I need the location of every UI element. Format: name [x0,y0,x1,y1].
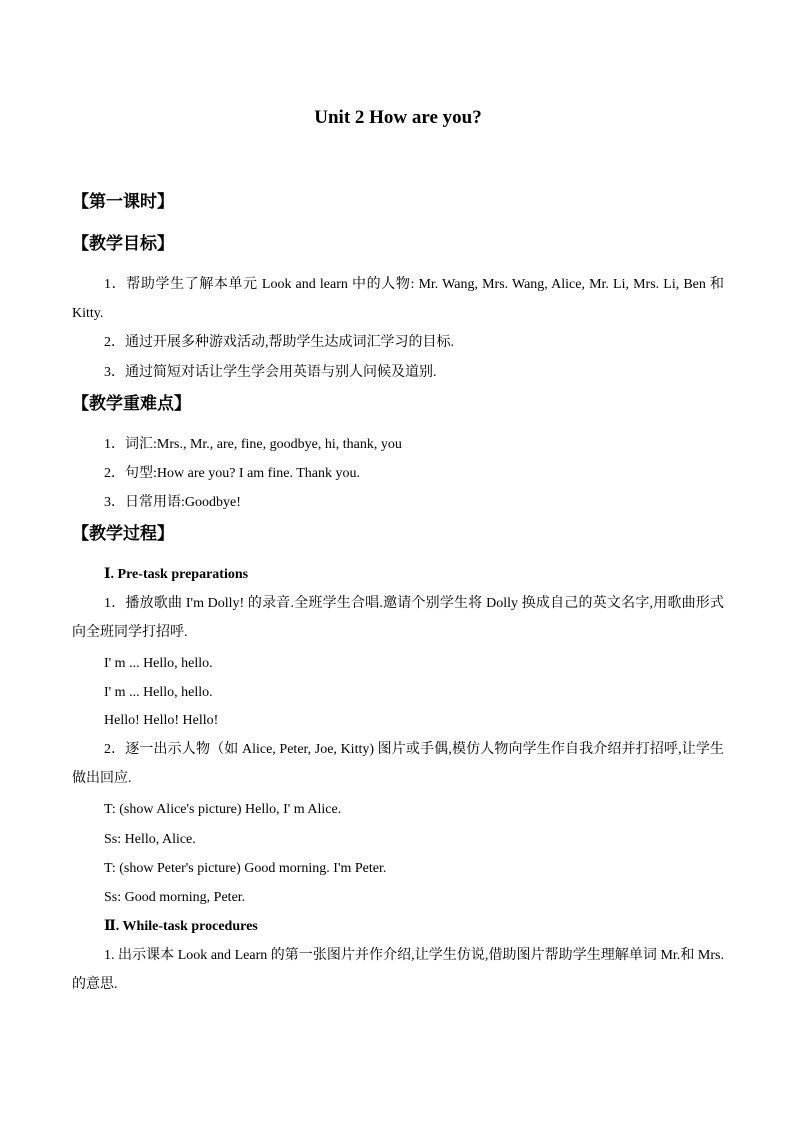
document-title: Unit 2 How are you? [314,107,482,128]
dialogue-line-1: T: (show Alice's picture) Hello, I' m Alice. [104,802,342,817]
part2-title: Ⅱ. While-task procedures [104,919,258,934]
dialogue-line-3: T: (show Peter's picture) Good morning. I'm Peter. [104,861,387,876]
song-line-2: I' m ... Hello, hello. [104,685,213,700]
song-line-3: Hello! Hello! Hello! [104,713,219,728]
dialogue-line-4: Ss: Good morning, Peter. [104,890,246,905]
process-step-2: 2．逐一出示人物（如 Alice, Peter, Joe, Kitty) 图片或手偶,模仿人物向学生作自我介绍并打招呼,让学生做出回应. [72,742,724,786]
process-step-3: 1. 出示课本 Look and Learn 的第一张图片并作介绍,让学生仿说,借助图片帮助学生理解单词 Mr.和 Mrs.的意思. [72,948,724,992]
keypoint-3: 3．日常用语:Goodbye! [104,495,241,510]
objective-2: 2．通过开展多种游戏活动,帮助学生达成词汇学习的目标. [104,335,454,350]
song-line-1: I' m ... Hello, hello. [104,656,213,671]
heading-keypoints: 【教学重难点】 [72,394,191,414]
objective-1: 1．帮助学生了解本单元 Look and learn 中的人物: Mr. Wang, Mrs. Wang, Alice, Mr. Li, Mrs. Li, Ben 和 Kitty. [72,277,724,321]
dialogue-line-2: Ss: Hello, Alice. [104,832,196,847]
objective-3: 3．通过简短对话让学生学会用英语与别人问候及道别. [104,365,437,380]
process-step-1: 1．播放歌曲 I'm Dolly! 的录音.全班学生合唱.邀请个别学生将 Dolly 换成自己的英文名字,用歌曲形式向全班同学打招呼. [72,596,724,640]
heading-process: 【教学过程】 [72,524,174,544]
part1-title: Ⅰ. Pre-task preparations [104,567,249,582]
keypoint-2: 2．句型:How are you? I am fine. Thank you. [104,466,360,481]
heading-lesson: 【第一课时】 [72,192,174,212]
heading-objectives: 【教学目标】 [72,234,174,254]
keypoint-1: 1．词汇:Mrs., Mr., are, fine, goodbye, hi, thank, you [104,437,402,452]
